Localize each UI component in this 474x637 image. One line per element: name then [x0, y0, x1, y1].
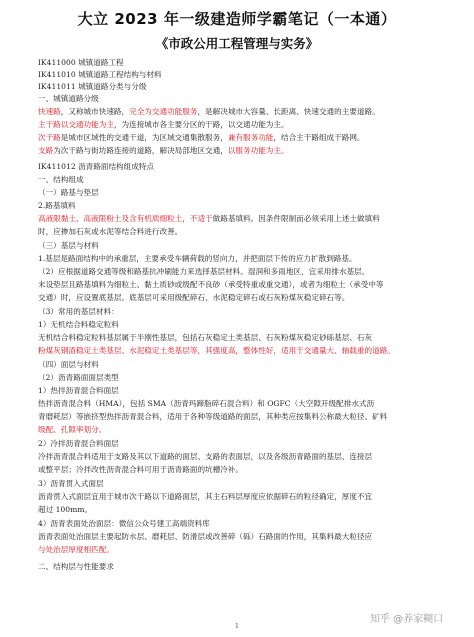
- text-line: 级配、孔隙率划分。: [38, 425, 107, 434]
- document-title: 大立 2023 年一级建造师学霸笔记（一本通）: [77, 10, 397, 28]
- text-line: 高液限黏土、高液限粉土及含有机质细粒土，不适于做路基填料。因条件限制而必须采用上述土做填料: [38, 214, 380, 223]
- text-line: 无机结合料稳定粒料基层属于半刚性基层，包括石灰稳定土类基层、石灰粉煤灰稳定砂砾基层、石灰: [38, 333, 373, 342]
- section-heading: IK411012 沥青路面结构组成特点: [38, 162, 155, 171]
- text-line: 或整平层；冷拌改性沥青混合料可用于沥青路面的坑槽冷补。: [38, 465, 244, 474]
- text-line: 未设垫层且路基填料为细粒土、黏土质砂或级配不良砂（承受特重或重交通），或者为细粒土（承受中等: [38, 280, 384, 289]
- text-line: 超过 100mm。: [38, 505, 93, 514]
- text-line: 青磨耗层）等嵌挤型热拌沥青混合料，适用于各种等级道路的面层，其种类应按集料公称最大粒径、矿料: [38, 412, 388, 421]
- text-line: （2）应根据道路交通等级和路基抗冲刷能力来选择基层材料。湿润和多雨地区，宜采用排水基层。: [38, 267, 370, 276]
- sub-heading: 二、结构层与性能要求: [38, 562, 114, 571]
- watermark: 知乎 @养家糊口: [370, 614, 444, 625]
- text-line: 1.基层是路面结构中的承重层，主要承受车辆荷载的竖向力，并把面层下传的应力扩散到路基。: [38, 254, 357, 263]
- text-line: 沥青贯入式面层宜用于城市次干路以下道路面层，其主石料层厚度应依据碎石的粒径确定，厚度不宜: [38, 492, 373, 501]
- text-line: 与处治层厚度相匹配。: [38, 545, 114, 554]
- sub-heading: （三）基层与材料: [38, 241, 99, 250]
- text-line: 热拌沥青混合料（HMA），包括 SMA（沥青玛蹄脂碎石混合料）和 OGFC（大空隙开级配排水式沥: [38, 399, 375, 408]
- text-line: 粉煤灰钢渣稳定土类基层、水泥稳定土类基层等，其强度高，整体性好，适用于交通量大、轴载重的道路。: [38, 346, 395, 355]
- sub-heading: 3）沥青贯入式面层: [38, 479, 104, 488]
- sub-heading: （一）路基与垫层: [38, 188, 99, 197]
- document-subtitle: 《市政公用工程管理与实务》: [155, 36, 319, 51]
- sub-heading: 一、城镇道路分级: [38, 94, 99, 103]
- sub-heading: 1）无机结合料稳定粒料: [38, 320, 119, 329]
- text-line: 2.路基填料: [38, 201, 76, 210]
- section-heading: IK411010 城镇道路工程结构与材料: [38, 70, 162, 79]
- sub-heading: 1）热拌沥青混合料面层: [38, 386, 119, 395]
- text-line: 沥青表面处治面层主要起防水层、磨耗层、防滑层或改善碎（砾）石路面的作用，其集料最大粒径应: [38, 532, 373, 541]
- sub-heading: （2）沥青路面面层类型: [38, 373, 119, 382]
- page-number: 1: [234, 622, 240, 630]
- text-line: 支路为次干路与街坊路连接的道路，解决局部地区交通，以服务功能为主。: [38, 146, 289, 155]
- sub-heading: 2）冷拌沥青混合料面层: [38, 439, 119, 448]
- sub-heading: 4）沥青表面处治面层：微信公众号建工高端资料库: [38, 519, 210, 528]
- sub-heading: （四）面层与材料: [38, 360, 99, 369]
- text-line: 次干路是城市区域性的交通干道，为区域交通集散服务，兼有服务功能，结合主干路组成干路网。: [38, 133, 365, 142]
- section-heading: IK411011 城镇道路分类与分级: [38, 82, 147, 91]
- text-line: 快速路，又称城市快速路，完全为交通功能服务，是解决城市大容量、长距离、快速交通的主要道路。: [38, 107, 380, 116]
- sub-heading: （3）常用的基层材料：: [38, 307, 119, 316]
- sub-heading: 一、结构组成: [38, 175, 84, 184]
- text-line: 主干路以交通功能为主，为连接城市各主要分区的干路，以交通功能为主。: [38, 120, 289, 129]
- text-line: 交通）时，应设置底基层。底基层可采用级配碎石、水泥稳定碎石或石灰粉煤灰稳定碎石等。: [38, 293, 350, 302]
- text-line: 时，应掺加石灰或水泥等结合料进行改善。: [38, 227, 183, 236]
- text-line: 冷拌沥青混合料适用于支路及其以下道路的面层、支路的表面层，以及各级沥青路面的基层、连接层: [38, 452, 373, 461]
- section-heading: IK411000 城镇道路工程: [38, 58, 124, 67]
